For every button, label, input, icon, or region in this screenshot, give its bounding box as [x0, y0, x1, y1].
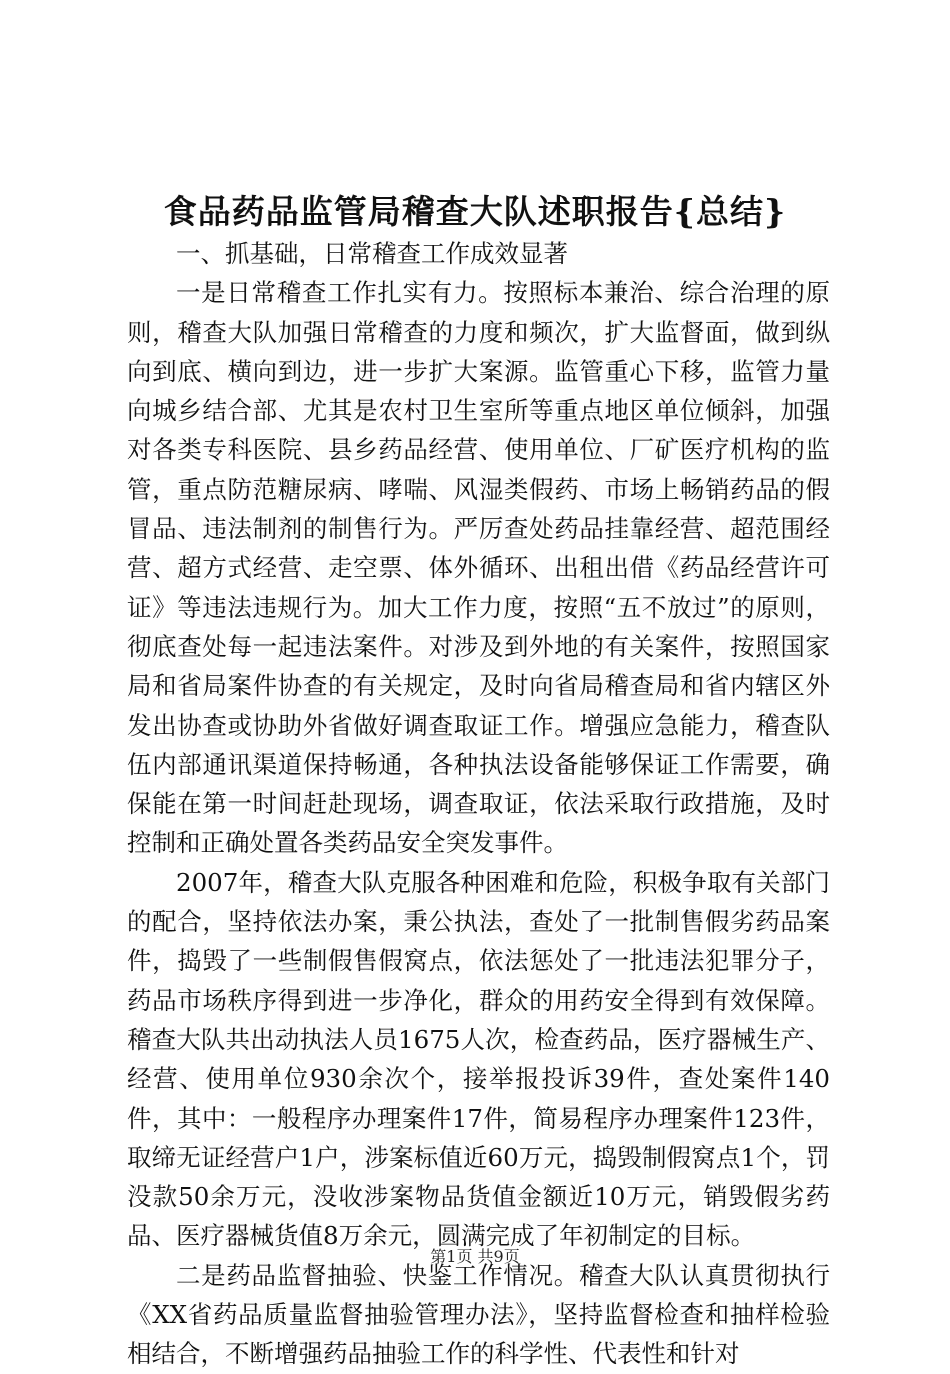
section-heading: 一、抓基础，日常稽查工作成效显著 [176, 239, 568, 268]
paragraph: 2007年，稽查大队克服各种困难和危险，积极争取有关部门的配合，坚持依法办案，秉公执法，查处了一批制售假劣药品案件，捣毁了一些制假售假窝点，依法惩处了一批违法犯罪分子，药品市场秩序得到进一步净化，群众的用药安全得到有效保障。稽查大队共出动执法人员1675人次，检查药品，医疗器械生产、经营、使用单位930余次个，接举报投诉39件，查处案件140件，其中：一般程序办理案件17件，简易程序办理案件123件，取缔无证经营户1户，涉案标值近60万元，捣毁制假窝点1个，罚没款50余万元，没收涉案物品货值金额近10万元，销毁假劣药品、医疗器械货值8万余元，圆满完成了年初制定的目标。 [127, 867, 830, 1251]
paragraph: 二是药品监督抽验、快鉴工作情况。稽查大队认真贯彻执行《XX省药品质量监督抽验管理办法》，坚持监督检查和抽样检验相结合，不断增强药品抽验工作的科学性、代表性和针对 [127, 1260, 830, 1369]
page-number-footer: 第1页 共9页 [430, 1247, 520, 1266]
paragraph: 一是日常稽查工作扎实有力。按照标本兼治、综合治理的原则，稽查大队加强日常稽查的力度和频次，扩大监督面，做到纵向到底、横向到边，进一步扩大案源。监管重心下移，监管力量向城乡结合部、尤其是农村卫生室所等重点地区单位倾斜，加强对各类专科医院、县乡药品经营、使用单位、厂矿医疗机构的监管，重点防范糖尿病、哮喘、风湿类假药、市场上畅销药品的假冒品、违法制剂的制售行为。严厉查处药品挂靠经营、超范围经营、超方式经营、走空票、体外循环、出租出借《药品经营许可证》等违法违规行为。加大工作力度，按照“五不放过”的原则，彻底查处每一起违法案件。对涉及到外地的有关案件，按照国家局和省局案件协查的有关规定，及时向省局稽查局和省内辖区外发出协查或协助外省做好调查取证工作。增强应急能力，稽查队伍内部通讯渠道保持畅通，各种执法设备能够保证工作需要，确保能在第一时间赶赴现场，调查取证，依法采取行政措施，及时控制和正确处置各类药品安全突发事件。 [127, 278, 830, 858]
document-title: 食品药品监管局稽查大队述职报告{总结} [163, 192, 787, 231]
document-body [127, 234, 830, 1374]
